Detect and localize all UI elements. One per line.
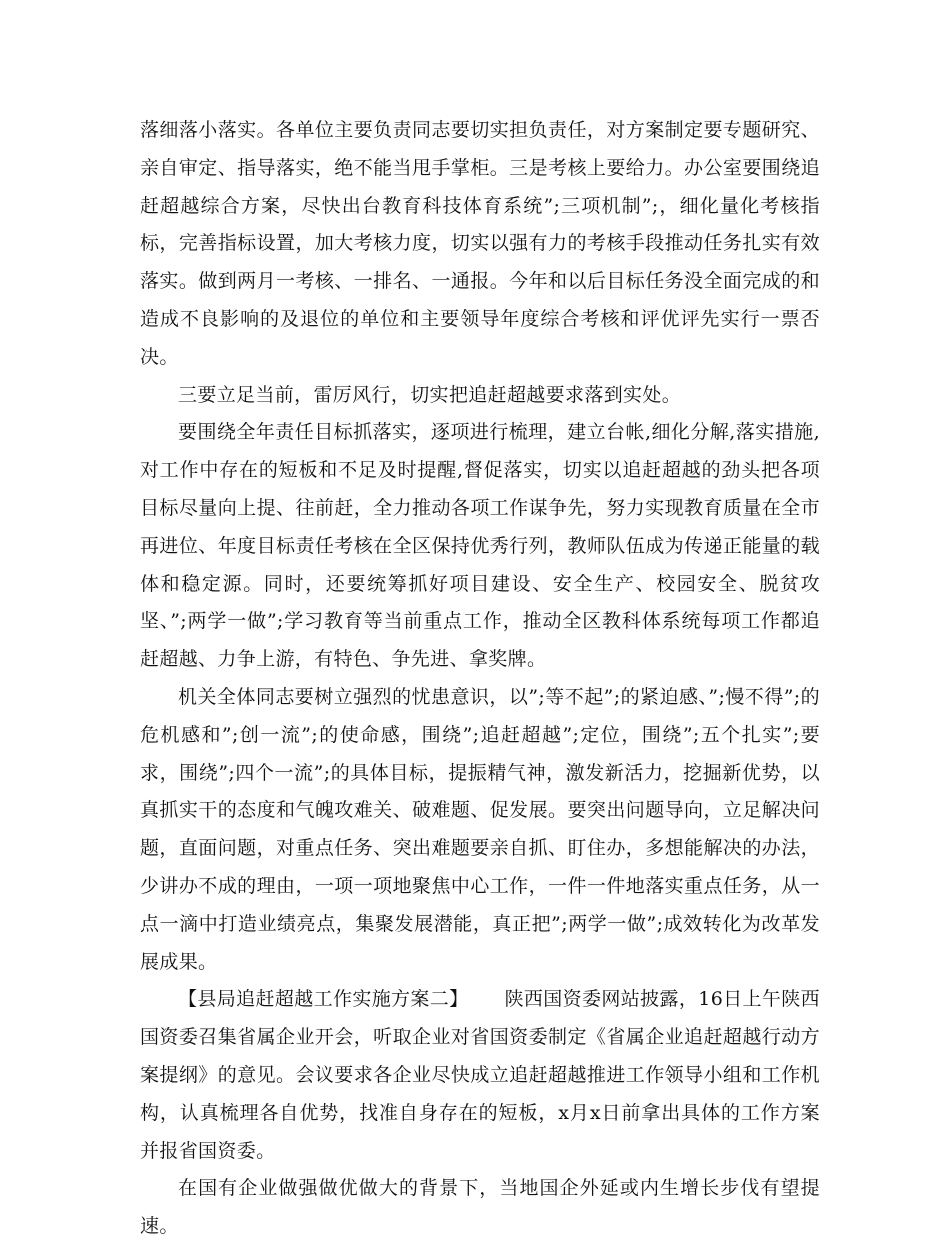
document-body xyxy=(140,112,820,1246)
paragraph-2: 三要立足当前，雷厉风行，切实把追赶超越要求落到实处。 xyxy=(178,383,682,406)
paragraph-1: 落细落小落实。各单位主要负责同志要切实担负责任，对方案制定要专题研究、亲自审定、指导落实，绝不能当甩手掌柜。三是考核上要给力。办公室要围绕追赶超越综合方案，尽快出台教育科技体育系统”;三项机制”;，细化量化考核指标，完善指标设置，加大考核力度，切实以强有力的考核手段推动任务扎实有效落实。做到两月一考核、一排名、一通报。今年和以后目标任务没全面完成的和造成不良影响的及退位的单位和主要领导年度综合考核和评优评先实行一票否决。 xyxy=(140,119,820,368)
section-heading: 【县局追赶超越工作实施方案二】 xyxy=(178,988,469,1011)
paragraph-6: 在国有企业做强做优做大的背景下，当地国企外延或内生增长步伐有望提速。 xyxy=(140,1177,820,1238)
paragraph-5-text: 陕西国资委网站披露，16日上午陕西国资委召集省属企业开会，听取企业对省国资委制定《省属企业追赶超越行动方案提纲》的意见。会议要求各企业尽快成立追赶超越推进工作领导小组和工作机构，认真梳理各自优势，找准自身存在的短板，x月x日前拿出具体的工作方案并报省国资委。 xyxy=(140,988,820,1162)
paragraph-5 xyxy=(140,981,820,1170)
paragraph-4: 机关全体同志要树立强烈的忧患意识，以”;等不起”;的紧迫感、”;慢不得”;的危机感和”;创一流”;的使命感，围绕”;追赶超越”;定位，围绕”;五个扎实”;要求，围绕”;四个一流”;的具体目标，提振精气神，激发新活力，挖掘新优势，以真抓实干的态度和气魄攻难关、破难题、促发展。要突出问题导向，立足解决问题，直面问题，对重点任务、突出难题要亲自抓、盯住办，多想能解决的办法，少讲办不成的理由，一项一项地聚焦中心工作，一件一件地落实重点任务，从一点一滴中打造业绩亮点，集聚发展潜能，真正把”;两学一做”;成效转化为改革发展成果。 xyxy=(140,685,820,973)
paragraph-3: 要围绕全年责任目标抓落实，逐项进行梳理，建立台帐,细化分解,落实措施,对工作中存在的短板和不足及时提醒,督促落实，切实以追赶超越的劲头把各项目标尽量向上提、往前赶，全力推动各项工作谋争先，努力实现教育质量在全市再进位、年度目标责任考核在全区保持优秀行列，教师队伍成为传递正能量的载体和稳定源。同时，还要统筹抓好项目建设、安全生产、校园安全、脱贫攻坚、”;两学一做”;学习教育等当前重点工作，推动全区教科体系统每项工作都追赶超越、力争上游，有特色、争先进、拿奖牌。 xyxy=(140,421,820,671)
